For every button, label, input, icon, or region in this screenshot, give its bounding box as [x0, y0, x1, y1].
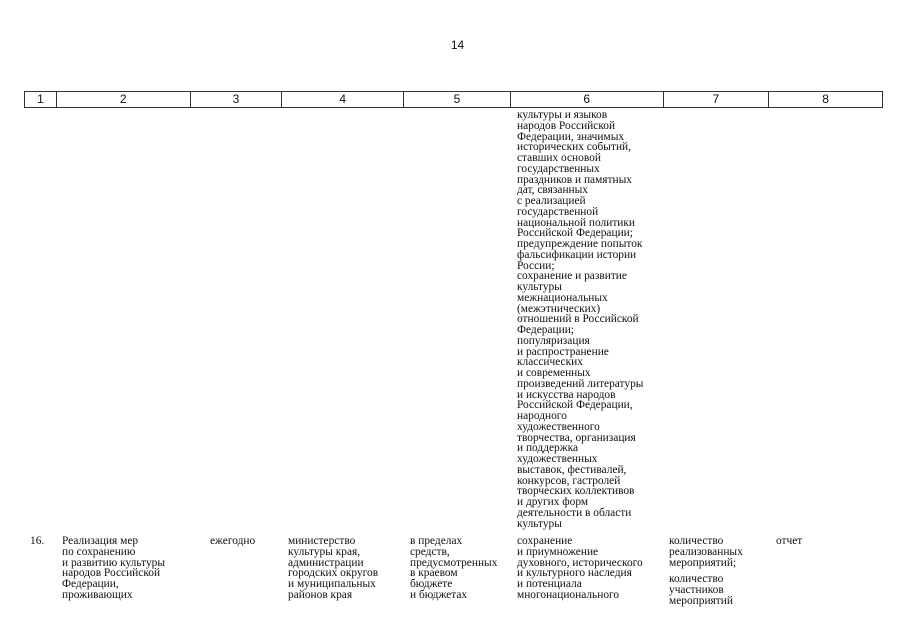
header-cell-3: 3 — [191, 92, 283, 107]
row16-number: 16. — [30, 535, 45, 547]
row16-col8-text: отчет — [776, 535, 803, 547]
header-cell-4: 4 — [282, 92, 404, 107]
header-cell-7: 7 — [664, 92, 770, 107]
header-cell-2: 2 — [57, 92, 191, 107]
row16-col5-text: в пределах средств, предусмотренных в краевом бюджете и бюджетах — [410, 535, 498, 601]
row16-col7-text-b: количество участников мероприятий — [669, 573, 733, 607]
row16-col6-text: сохранение и приумножение духовного, исторического и культурного наследия и потенциала многонационального — [517, 535, 643, 601]
continuation-col6-text: культуры и языков народов Российской Федерации, значимых исторических событий, ставших основой государственных праздников и памятных дат, связанных с реализацией государственной национальной политики Российской Федерации; предупреждение попыток фальсификации истории России; сохранение и развитие культуры межнациональных (межэтнических) отношений в Российской Федерации; популяризация и распространение классических и современных произведений литературы и искусства народов Российской Федерации, народного художественного творчества, организация и поддержка художественных выставок, фестивалей, конкурсов, гастролей творческих коллективов и других форм деятельности в области культуры — [517, 109, 644, 530]
header-cell-8: 8 — [822, 92, 829, 106]
table-header-row — [24, 91, 883, 108]
row16-col7-text-a: количество реализованных мероприятий; — [669, 535, 743, 569]
row16-col4-text: министерство культуры края, администрации городских округов и муниципальных районов края — [288, 535, 379, 601]
row16-col2-text: Реализация мер по сохранению и развитию культуры народов Российской Федерации, проживающих — [62, 535, 165, 601]
header-cell-1: 1 — [25, 92, 57, 107]
page-number: 14 — [450, 38, 465, 52]
header-cell-6: 6 — [511, 92, 664, 107]
row16-col3-text: ежегодно — [210, 535, 256, 547]
header-cell-5: 5 — [404, 92, 511, 107]
